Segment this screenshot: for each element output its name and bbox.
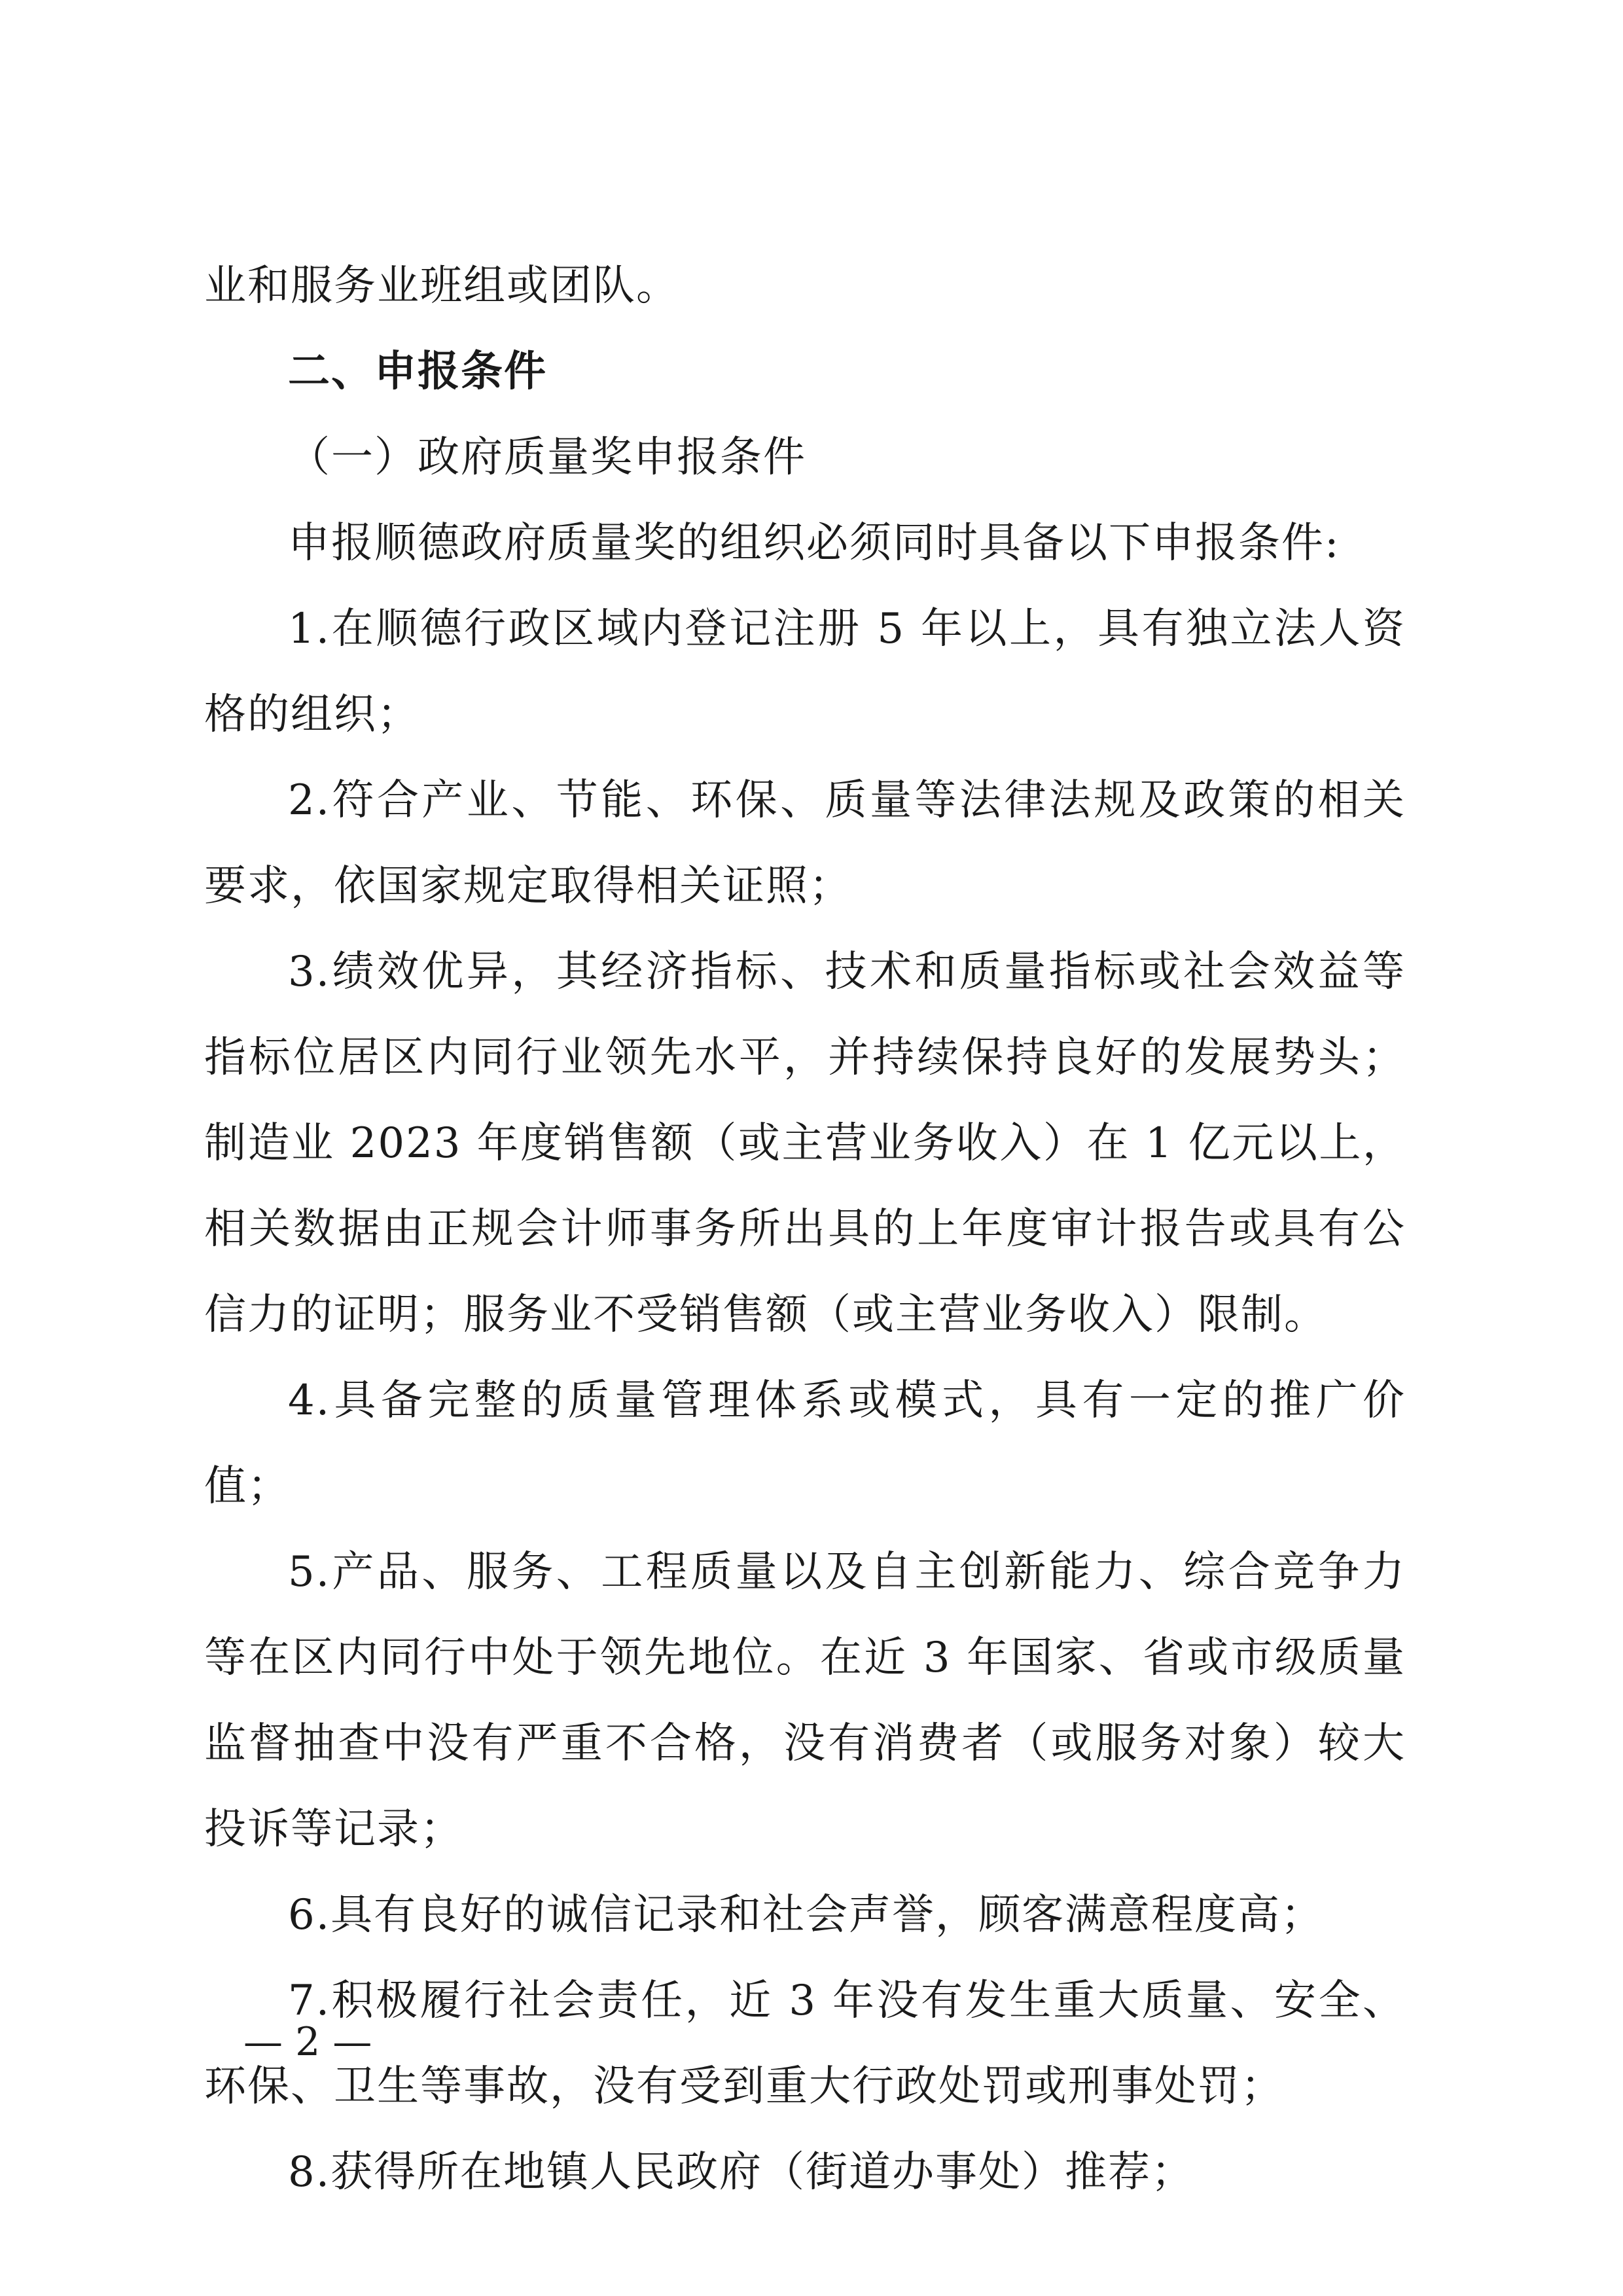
subsection-heading: （一）政府质量奖申报条件: [288, 433, 806, 482]
condition-item: 2.符合产业、节能、环保、质量等法律法规及政策的相关要求，依国家规定取得相关证照；: [204, 776, 1406, 910]
page-number: — 2 —: [243, 2019, 372, 2065]
condition-item: 3.绩效优异，其经济指标、技术和质量指标或社会效益等指标位居区内同行业领先水平，并持续保持良好的发展势头；制造业 2023 年度销售额（或主营业务收入）在 1 亿元以上，相关数据由正规会计师事务所出具的上年度审计报告或具有公信力的证明；服务业不受销售额（或主营业务收入）限制。: [204, 948, 1406, 1339]
condition-item: 1.在顺德行政区域内登记注册 5 年以上，具有独立法人资格的组织；: [204, 605, 1406, 739]
condition-item: 6.具有良好的诚信记录和社会声誉，顾客满意程度高；: [288, 1891, 1325, 1939]
condition-item: 4.具备完整的质量管理体系或模式，具有一定的推广价值；: [204, 1376, 1406, 1511]
document-body: [204, 243, 1406, 2215]
condition-item: 8.获得所在地镇人民政府（街道办事处）推荐；: [288, 2148, 1195, 2197]
paragraph-continuation: 业和服务业班组或团队。: [204, 262, 679, 310]
section-heading: 二、申报条件: [288, 348, 547, 396]
condition-item: 7.积极履行社会责任，近 3 年没有发生重大质量、安全、环保、卫生等事故，没有受到重大行政处罚或刑事处罚；: [204, 1977, 1406, 2111]
intro-paragraph: 申报顺德政府质量奖的组织必须同时具备以下申报条件:: [288, 519, 1340, 567]
condition-item: 5.产品、服务、工程质量以及自主创新能力、综合竞争力等在区内同行中处于领先地位。在近 3 年国家、省或市级质量监督抽查中没有严重不合格，没有消费者（或服务对象）较大投诉等记录；: [204, 1548, 1406, 1854]
